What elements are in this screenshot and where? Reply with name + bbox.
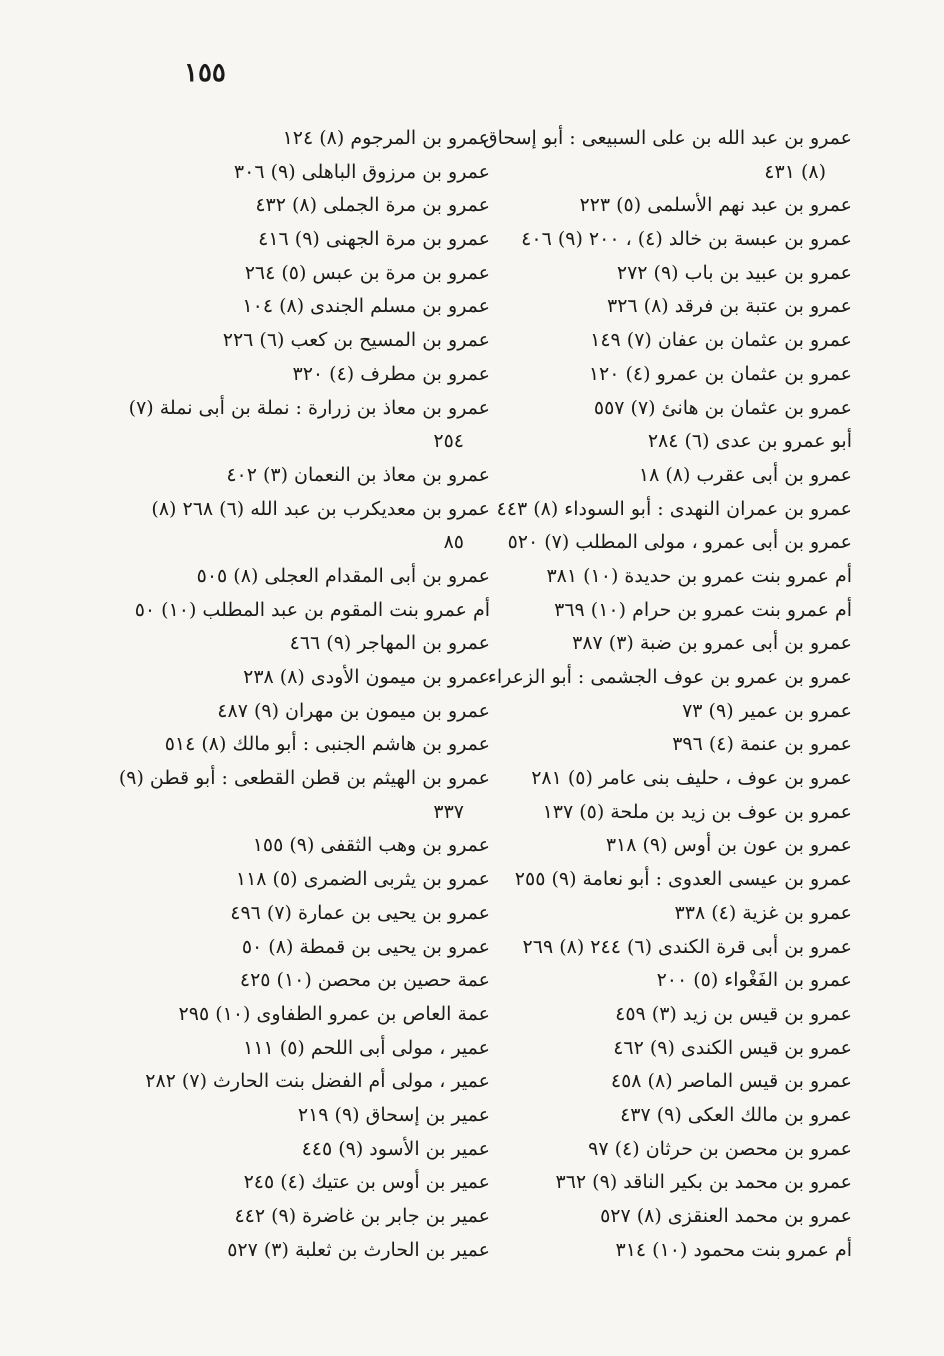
index-entry: عمرو بن ميمون الأودى (٨) ٢٣٨ <box>243 666 490 688</box>
left-column <box>118 122 490 1267</box>
index-entry: عمرو بن المسيح بن كعب (٦) ٢٢٦ <box>222 329 490 352</box>
index-entry: عمرو بن عبيد بن باب (٩) ٢٧٢ <box>616 261 852 284</box>
index-entry: عمرو بن قيس الكندى (٩) ٤٦٢ <box>613 1036 852 1059</box>
index-entry: عمة العاص بن عمرو الطفاوى (١٠) ٢٩٥ <box>178 1002 490 1025</box>
index-entry: عمير بن الحارث بن ثعلبة (٣) ٥٢٧ <box>227 1238 490 1261</box>
index-entry-continuation: ٨٥ <box>443 531 464 554</box>
index-entry: عمرو بن معاذ بن زرارة : نملة بن أبى نملة (٧) <box>128 396 490 419</box>
index-entry: عمرو بن عنمة (٤) ٣٩٦ <box>672 733 852 756</box>
index-entry: عمير ، مولى أم الفضل بنت الحارث (٧) ٢٨٢ <box>145 1070 490 1093</box>
index-entry: عمير بن الأسود (٩) ٤٤٥ <box>301 1137 490 1160</box>
index-entry: عمرو بن وهب الثقفى (٩) ١٥٥ <box>252 834 490 857</box>
index-entry: عمرو بن عثمان بن عفان (٧) ١٤٩ <box>590 329 852 352</box>
index-entry: عمرو بن عمير (٩) ٧٣ <box>682 699 852 722</box>
index-entry: عمرو بن معاذ بن النعمان (٣) ٤٠٢ <box>226 463 490 486</box>
index-entry: عمرو بن الهيثم بن قطن القطعى : أبو قطن (٩) <box>118 767 490 790</box>
index-entry: عمرو بن مسلم الجندى (٨) ١٠٤ <box>242 295 490 318</box>
index-entry: عمرو بن أبى عمرو ، مولى المطلب (٧) ٥٢٠ <box>507 531 852 554</box>
index-entry-continuation: (٨) ٤٣١ <box>764 160 826 183</box>
index-entry: عمير بن إسحاق (٩) ٢١٩ <box>297 1103 490 1126</box>
index-entry: عمرو بن عتبة بن فرقد (٨) ٣٢٦ <box>606 295 852 318</box>
index-entry: عمرو بن يثربى الضمرى (٥) ١١٨ <box>235 868 490 891</box>
index-entry: عمة حصين بن محصن (١٠) ٤٢٥ <box>239 969 490 992</box>
index-entry: عمرو بن مرزوق الباهلى (٩) ٣٠٦ <box>233 160 490 183</box>
index-entry: عمرو بن يحيى بن قمطة (٨) ٥٠ <box>241 935 490 958</box>
index-entry: عمرو بن عوف بن زيد بن ملحة (٥) ١٣٧ <box>542 800 852 823</box>
index-entry: عمرو بن غزية (٤) ٣٣٨ <box>674 901 852 924</box>
index-entry: عمرو بن عون بن أوس (٩) ٣١٨ <box>605 834 852 857</box>
index-entry: أم عمرو بنت عمرو بن حديدة (١٠) ٣٨١ <box>546 564 852 587</box>
index-entry: عمرو بن ميمون بن مهران (٩) ٤٨٧ <box>217 699 490 722</box>
index-entry: عمرو بن محمد العنقزى (٨) ٥٢٧ <box>600 1205 852 1227</box>
index-entry: عمير بن أوس بن عتيك (٤) ٢٤٥ <box>243 1171 490 1194</box>
index-entry: عمرو بن عبد الله بن على السبيعى : أبو إسحاق <box>482 127 852 149</box>
index-entry: عمرو بن معديكرب بن عبد الله (٦) ٢٦٨ (٨) <box>151 497 490 520</box>
index-entry-continuation: ٢٥٤ <box>433 430 464 453</box>
index-entry: عمرو بن عوف ، حليف بنى عامر (٥) ٢٨١ <box>531 767 852 790</box>
index-entry: عمرو بن عمران النهدى : أبو السوداء (٨) ٤٤٣ <box>496 497 852 520</box>
index-entry: عمرو بن عيسى العدوى : أبو نعامة (٩) ٢٥٥ <box>514 868 852 891</box>
index-entry: عمرو بن أبى المقدام العجلى (٨) ٥٠٥ <box>196 564 490 587</box>
index-entry: أم عمرو بنت عمرو بن حرام (١٠) ٣٦٩ <box>554 598 852 621</box>
index-entry: عمرو بن مرة بن عبس (٥) ٢٦٤ <box>244 261 490 284</box>
index-entry: عمير بن جابر بن غاضرة (٩) ٤٤٢ <box>234 1205 490 1227</box>
index-entry: عمرو بن يحيى بن عمارة (٧) ٤٩٦ <box>230 901 490 924</box>
page-number: ١٥٥ <box>184 58 226 88</box>
index-entry: أبو عمرو بن عدى (٦) ٢٨٤ <box>647 430 852 453</box>
index-entry: عمرو بن أبى قرة الكندى (٦) ٢٤٤ (٨) ٢٦٩ <box>522 935 852 958</box>
index-entry: عمرو بن عبد نهم الأسلمى (٥) ٢٢٣ <box>579 194 852 217</box>
index-entry: عمرو بن الفَغْواء (٥) ٢٠٠ <box>656 969 852 992</box>
index-entry: أم عمرو بنت المقوم بن عبد المطلب (١٠) ٥٠ <box>134 598 490 621</box>
index-entry: عمرو بن عثمان بن عمرو (٤) ١٢٠ <box>588 362 852 385</box>
index-entry: عمرو بن المهاجر (٩) ٤٦٦ <box>289 632 490 655</box>
index-entry: عمرو بن هاشم الجنبى : أبو مالك (٨) ٥١٤ <box>164 733 490 756</box>
index-entry: عمرو بن قيس الماصر (٨) ٤٥٨ <box>610 1070 852 1093</box>
index-entry-continuation: ٣٣٧ <box>433 800 464 823</box>
index-entry: عمرو بن أبى عقرب (٨) ١٨ <box>638 463 852 486</box>
index-entry: عمرو بن قيس بن زيد (٣) ٤٥٩ <box>615 1002 852 1025</box>
index-entry: عمرو بن عبسة بن خالد (٤) ، ٢٠٠ (٩) ٤٠٦ <box>521 228 852 251</box>
index-entry: عمرو بن عثمان بن هانئ (٧) ٥٥٧ <box>593 396 852 419</box>
index-entry: عمرو بن المرجوم (٨) ١٢٤ <box>282 127 490 149</box>
index-entry: عمرو بن محمد بن بكير الناقد (٩) ٣٦٢ <box>555 1171 852 1194</box>
index-entry: عمرو بن عمرو بن عوف الجشمى : أبو الزعراء <box>487 666 852 688</box>
index-entry: عمرو بن مالك العكى (٩) ٤٣٧ <box>620 1103 852 1126</box>
index-entry: عمرو بن محصن بن حرثان (٤) ٩٧ <box>588 1137 852 1160</box>
index-entry: عمير ، مولى أبى اللحم (٥) ١١١ <box>243 1036 490 1059</box>
index-entry: عمرو بن مرة الجملى (٨) ٤٣٢ <box>255 194 490 217</box>
index-entry: عمرو بن أبى عمرو بن ضبة (٣) ٣٨٧ <box>572 632 852 655</box>
right-column <box>432 122 852 1267</box>
index-entry: عمرو بن مرة الجهنى (٩) ٤١٦ <box>258 228 490 251</box>
index-entry: عمرو بن مطرف (٤) ٣٢٠ <box>292 362 490 385</box>
index-entry: أم عمرو بنت محمود (١٠) ٣١٤ <box>615 1238 852 1261</box>
